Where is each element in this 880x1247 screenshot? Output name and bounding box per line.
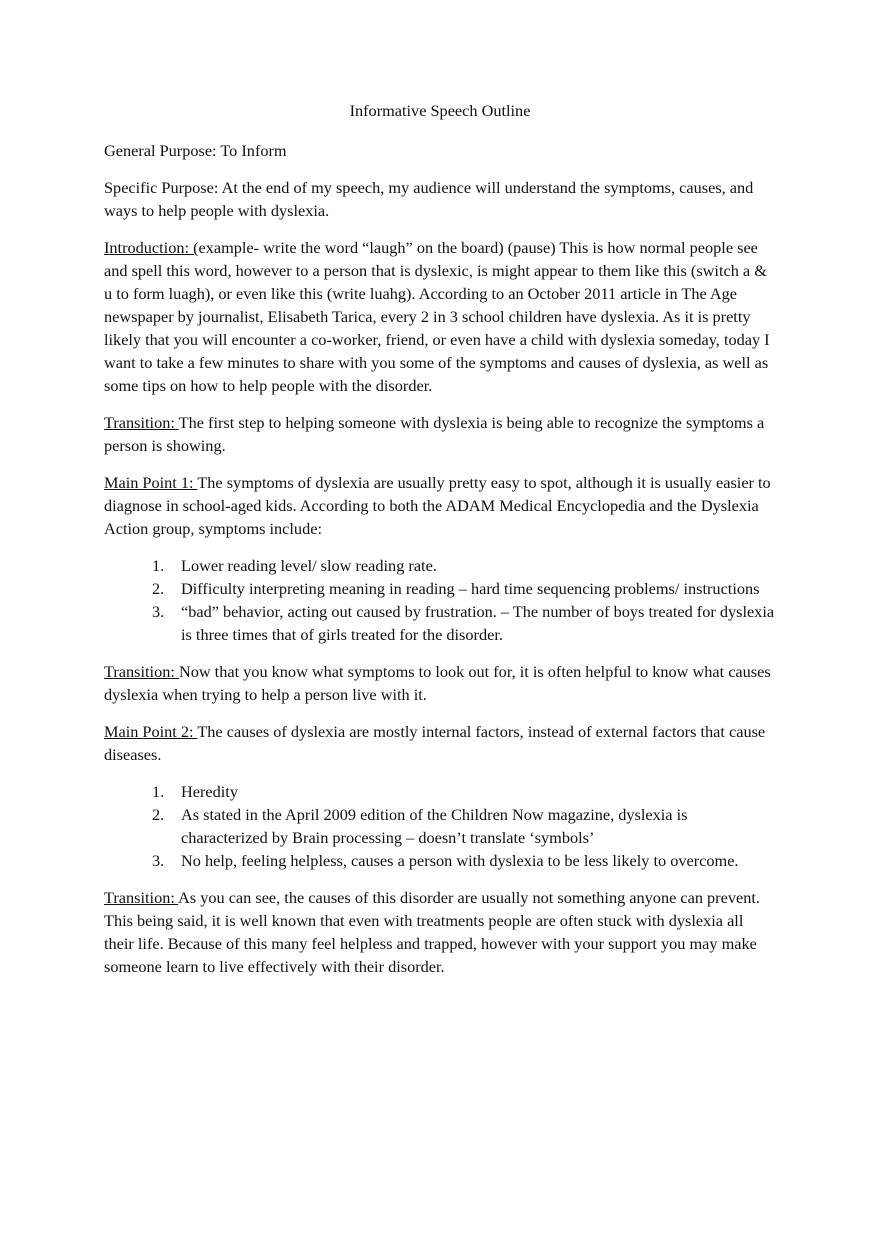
list-item	[104, 554, 776, 577]
specific-purpose-text: At the end of my speech, my audience will understand the symptoms, causes, and ways to help people with dyslexia.	[104, 178, 754, 220]
list-item	[104, 849, 776, 872]
list-item	[104, 600, 776, 646]
list-item-text: Difficulty interpreting meaning in reading – hard time sequencing problems/ instructions	[181, 579, 760, 598]
list-item-text: As stated in the April 2009 edition of the Children Now magazine, dyslexia is characterized by Brain processing – doesn’t translate ‘symbols’	[181, 805, 688, 847]
list-item	[104, 780, 776, 803]
transition-2-text: Now that you know what symptoms to look out for, it is often helpful to know what causes dyslexia when trying to help a person live with it.	[104, 662, 771, 704]
document-body	[104, 99, 776, 992]
list-item-number: 1.	[152, 556, 165, 575]
general-purpose-text: To Inform	[220, 141, 287, 160]
specific-purpose-label: Specific Purpose:	[104, 178, 219, 197]
main-point-1-text: The symptoms of dyslexia are usually pretty easy to spot, although it is usually easier to diagnose in school-aged kids. According to both the ADAM Medical Encyclopedia and the Dyslexia Action group, symptoms include:	[104, 473, 771, 538]
list-item-number: 3.	[152, 602, 165, 621]
list-item-number: 2.	[152, 805, 165, 824]
transition-1-label: Transition:	[104, 413, 179, 432]
list-item-text: “bad” behavior, acting out caused by frustration. – The number of boys treated for dyslexia is three times that of girls treated for the disorder.	[181, 602, 775, 644]
list-item-number: 2.	[152, 579, 165, 598]
specific-purpose	[104, 176, 776, 222]
transition-1-text: The first step to helping someone with dyslexia is being able to recognize the symptoms a person is showing.	[104, 413, 765, 455]
list-item	[104, 803, 776, 849]
main-point-2	[104, 720, 776, 766]
transition-3	[104, 886, 776, 978]
transition-2-label: Transition:	[104, 662, 179, 681]
causes-list	[104, 780, 776, 872]
symptoms-list	[104, 554, 776, 646]
main-point-2-text: The causes of dyslexia are mostly internal factors, instead of external factors that cause diseases.	[104, 722, 766, 764]
list-item-number: 3.	[152, 851, 165, 870]
general-purpose	[104, 139, 776, 162]
main-point-1	[104, 471, 776, 540]
transition-1	[104, 411, 776, 457]
transition-3-label: Transition:	[104, 888, 179, 907]
list-item-text: No help, feeling helpless, causes a person with dyslexia to be less likely to overcome.	[181, 851, 739, 870]
main-point-1-label: Main Point 1:	[104, 473, 198, 492]
list-item-text: Lower reading level/ slow reading rate.	[181, 556, 437, 575]
introduction-label: Introduction: (	[104, 238, 199, 257]
general-purpose-label: General Purpose:	[104, 141, 217, 160]
transition-2	[104, 660, 776, 706]
main-point-2-label: Main Point 2:	[104, 722, 198, 741]
list-item-number: 1.	[152, 782, 165, 801]
list-item	[104, 577, 776, 600]
transition-3-text: As you can see, the causes of this disorder are usually not something anyone can prevent. This being said, it is well known that even with treatments people are often stuck with dyslexia all their life. Because of this many feel helpless and trapped, however with your support you may make someone learn to live effectively with their disorder.	[104, 888, 760, 976]
introduction-text: example- write the word “laugh” on the board) (pause) This is how normal people see and spell this word, however to a person that is dyslexic, is might appear to them like this (switch a & u to form luagh), or even like this (write luahg). According to an October 2011 article in The Age newspaper by journalist, Elisabeth Tarica, every 2 in 3 school children have dyslexia. As it is pretty likely that you will encounter a co-worker, friend, or even have a child with dyslexia someday, today I want to take a few minutes to share with you some of the symptoms and causes of dyslexia, as well as some tips on how to help people with the disorder.	[104, 238, 770, 395]
introduction	[104, 236, 776, 397]
list-item-text: Heredity	[181, 782, 238, 801]
document-title: Informative Speech Outline	[349, 101, 531, 120]
